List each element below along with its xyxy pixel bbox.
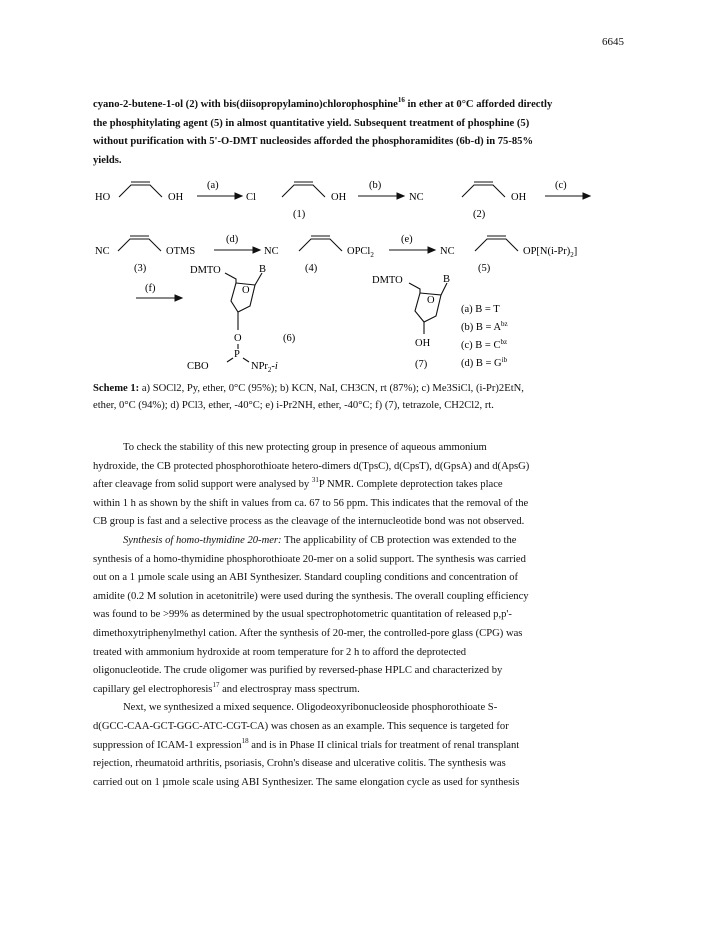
nc-label: NC (409, 192, 424, 203)
otms-label: OTMS (166, 246, 196, 257)
para1-line: hydroxide, the CB protected phosphorothioate hetero-dimers d(TpsC), d(CpsT), d(GpsA) and d(ApsG) (93, 460, 530, 472)
step-d: (d) (226, 234, 239, 245)
para3-line: carried out on 1 µmole scale using ABI Synthesizer. The same elongation cycle as used for synthesis (93, 776, 520, 788)
intro-line-1: cyano-2-butene-1-ol (2) with bis(diisopropylamino)chlorophosphine$^{16}$ in ether at 0°C afforded directly (93, 96, 553, 110)
para3-line: Next, we synthesized a mixed sequence. Oligodeoxyribonucleoside phosphorothioate S- (123, 702, 498, 714)
step-c: (c) (555, 180, 567, 191)
caption-line-1: Scheme 1: a) SOCl2, Py, ether, 0°C (95%); b) KCN, NaI, CH3CN, rt (87%); c) Me3SiCl, (i-Pr)2EtN, (93, 383, 524, 394)
intro-line-2: the phosphitylating agent (5) in almost quantitative yield. Subsequent treatment of phosphine (5) (93, 117, 530, 129)
page-number: 6645 (602, 36, 624, 48)
compound-5-label: (5) (478, 263, 491, 274)
chain-3 (118, 239, 161, 251)
chain-2 (462, 185, 505, 197)
phosphorus-label: P (234, 349, 240, 360)
chain-0 (119, 185, 162, 197)
para1-line: within 1 h as shown by the shift in values from ca. 67 to 56 ppm. This indicates that the removal of the (93, 497, 529, 509)
step-a: (a) (207, 180, 219, 191)
para2-line: oligonucleotide. The crude oligomer was purified by reversed-phase HPLC and characterized by (93, 665, 503, 677)
compound-6-label: (6) (283, 333, 296, 344)
para2-line: dimethoxytriphenylmethyl cation. After the synthesis of 20-mer, the controlled-pore glass (CPG) was (93, 627, 523, 639)
nc-label: NC (264, 246, 279, 257)
npr-label: NPr$_2$-i (251, 361, 278, 374)
para2-line: synthesis of a homo-thymidine phosphorothioate 20-mer on a solid support. The synthesis was carried (93, 553, 526, 565)
compound-2-label: (2) (473, 209, 486, 220)
base-key-c: (c) $B = C^{bz}$ (461, 338, 508, 351)
nc-label: NC (440, 246, 455, 257)
opcl2-label: OPCl$_2$ (347, 246, 374, 259)
para1-line: CB group is fast and a selective process as the cleavage of the internucleotide bond was not observed. (93, 516, 525, 528)
oh-label: OH (415, 338, 431, 349)
base-key-b: (b) $B = A^{bz}$ (461, 320, 508, 333)
caption-line-2: ether, 0°C (94%); d) PCl3, ether, -40°C; e) i-Pr2NH, ether, -40°C; f) (7), tetrazole, CH2Cl2, rt. (93, 399, 494, 411)
chain-4 (299, 239, 342, 251)
oh-label: OH (168, 192, 184, 203)
para2-line: capillary gel electrophoresis$^{17}$ and electrospray mass spectrum. (93, 680, 360, 695)
para3-line: suppression of ICAM-1 expression$^{18}$ and is in Phase II clinical trials for treatment of renal transplant (93, 736, 520, 751)
para2-line: Synthesis of homo-thymidine 20-mer: The applicability of CB protection was extended to the (123, 534, 517, 546)
dmto-label: DMTO (372, 275, 403, 286)
step-f: (f) (145, 283, 156, 294)
cbo-label: CBO (187, 361, 209, 372)
base-key-a: (a) B = T (461, 304, 500, 315)
para2-line: treated with ammonium hydroxide at room temperature for 2 h to afford the deprotected (93, 646, 467, 658)
step-b: (b) (369, 180, 382, 191)
para2-line: was found to be >99% as determined by the usual spectrophotometric quantitation of released p,p'- (93, 609, 512, 621)
dmto-label: DMTO (190, 265, 221, 276)
compound-7-label: (7) (415, 359, 428, 370)
chain-5 (475, 239, 518, 251)
chain-1 (282, 185, 325, 197)
para3-line: d(GCC-CAA-GCT-GGC-ATC-CGT-CA) was chosen as an example. This sequence is targeted for (93, 720, 509, 732)
oxygen-label: O (234, 333, 242, 344)
para1-line: To check the stability of this new protecting group in presence of aqueous ammonium (123, 442, 487, 453)
scheme-caption (93, 381, 605, 414)
nc-label: NC (95, 246, 110, 257)
oh-label: OH (511, 192, 527, 203)
cl-label: Cl (246, 192, 256, 203)
oh-label: OH (331, 192, 347, 203)
ho-label: HO (95, 192, 111, 203)
section-heading: Synthesis of homo-thymidine 20-mer: (123, 534, 282, 546)
intro-line-4: yields. (93, 154, 122, 166)
compound-1-label: (1) (293, 209, 306, 220)
ring-oxygen: O (427, 295, 435, 306)
para2-line: out on a 1 µmole scale using an ABI Synthesizer. Standard coupling conditions and concentration of (93, 572, 519, 584)
body-text (93, 439, 605, 792)
para2-line: amidite (0.2 M solution in acetonitrile) were used during the synthesis. The overall coupling efficiency (93, 590, 529, 602)
compound-3-label: (3) (134, 263, 147, 274)
base-label: B (443, 274, 451, 285)
intro-line-3: without purification with 5'-O-DMT nucleosides afforded the phosphoramidites (6b-d) in 75-85% (93, 136, 534, 148)
para3-line: rejection, rheumatoid arthritis, psoriasis, Crohn's disease and ulcerative colitis. The synthesis was (93, 758, 506, 770)
para1-line: after cleavage from solid support were analysed by $^{31}$P NMR. Complete deprotection takes place (93, 476, 503, 491)
step-e: (e) (401, 234, 413, 245)
opn-label: $OP[N(i-Pr)_2]$ (523, 246, 578, 259)
base-key-d: (d) $B = G^{ib}$ (461, 356, 508, 369)
ring-oxygen: O (242, 285, 250, 296)
base-label: B (259, 264, 267, 275)
compound-4-label: (4) (305, 263, 318, 274)
